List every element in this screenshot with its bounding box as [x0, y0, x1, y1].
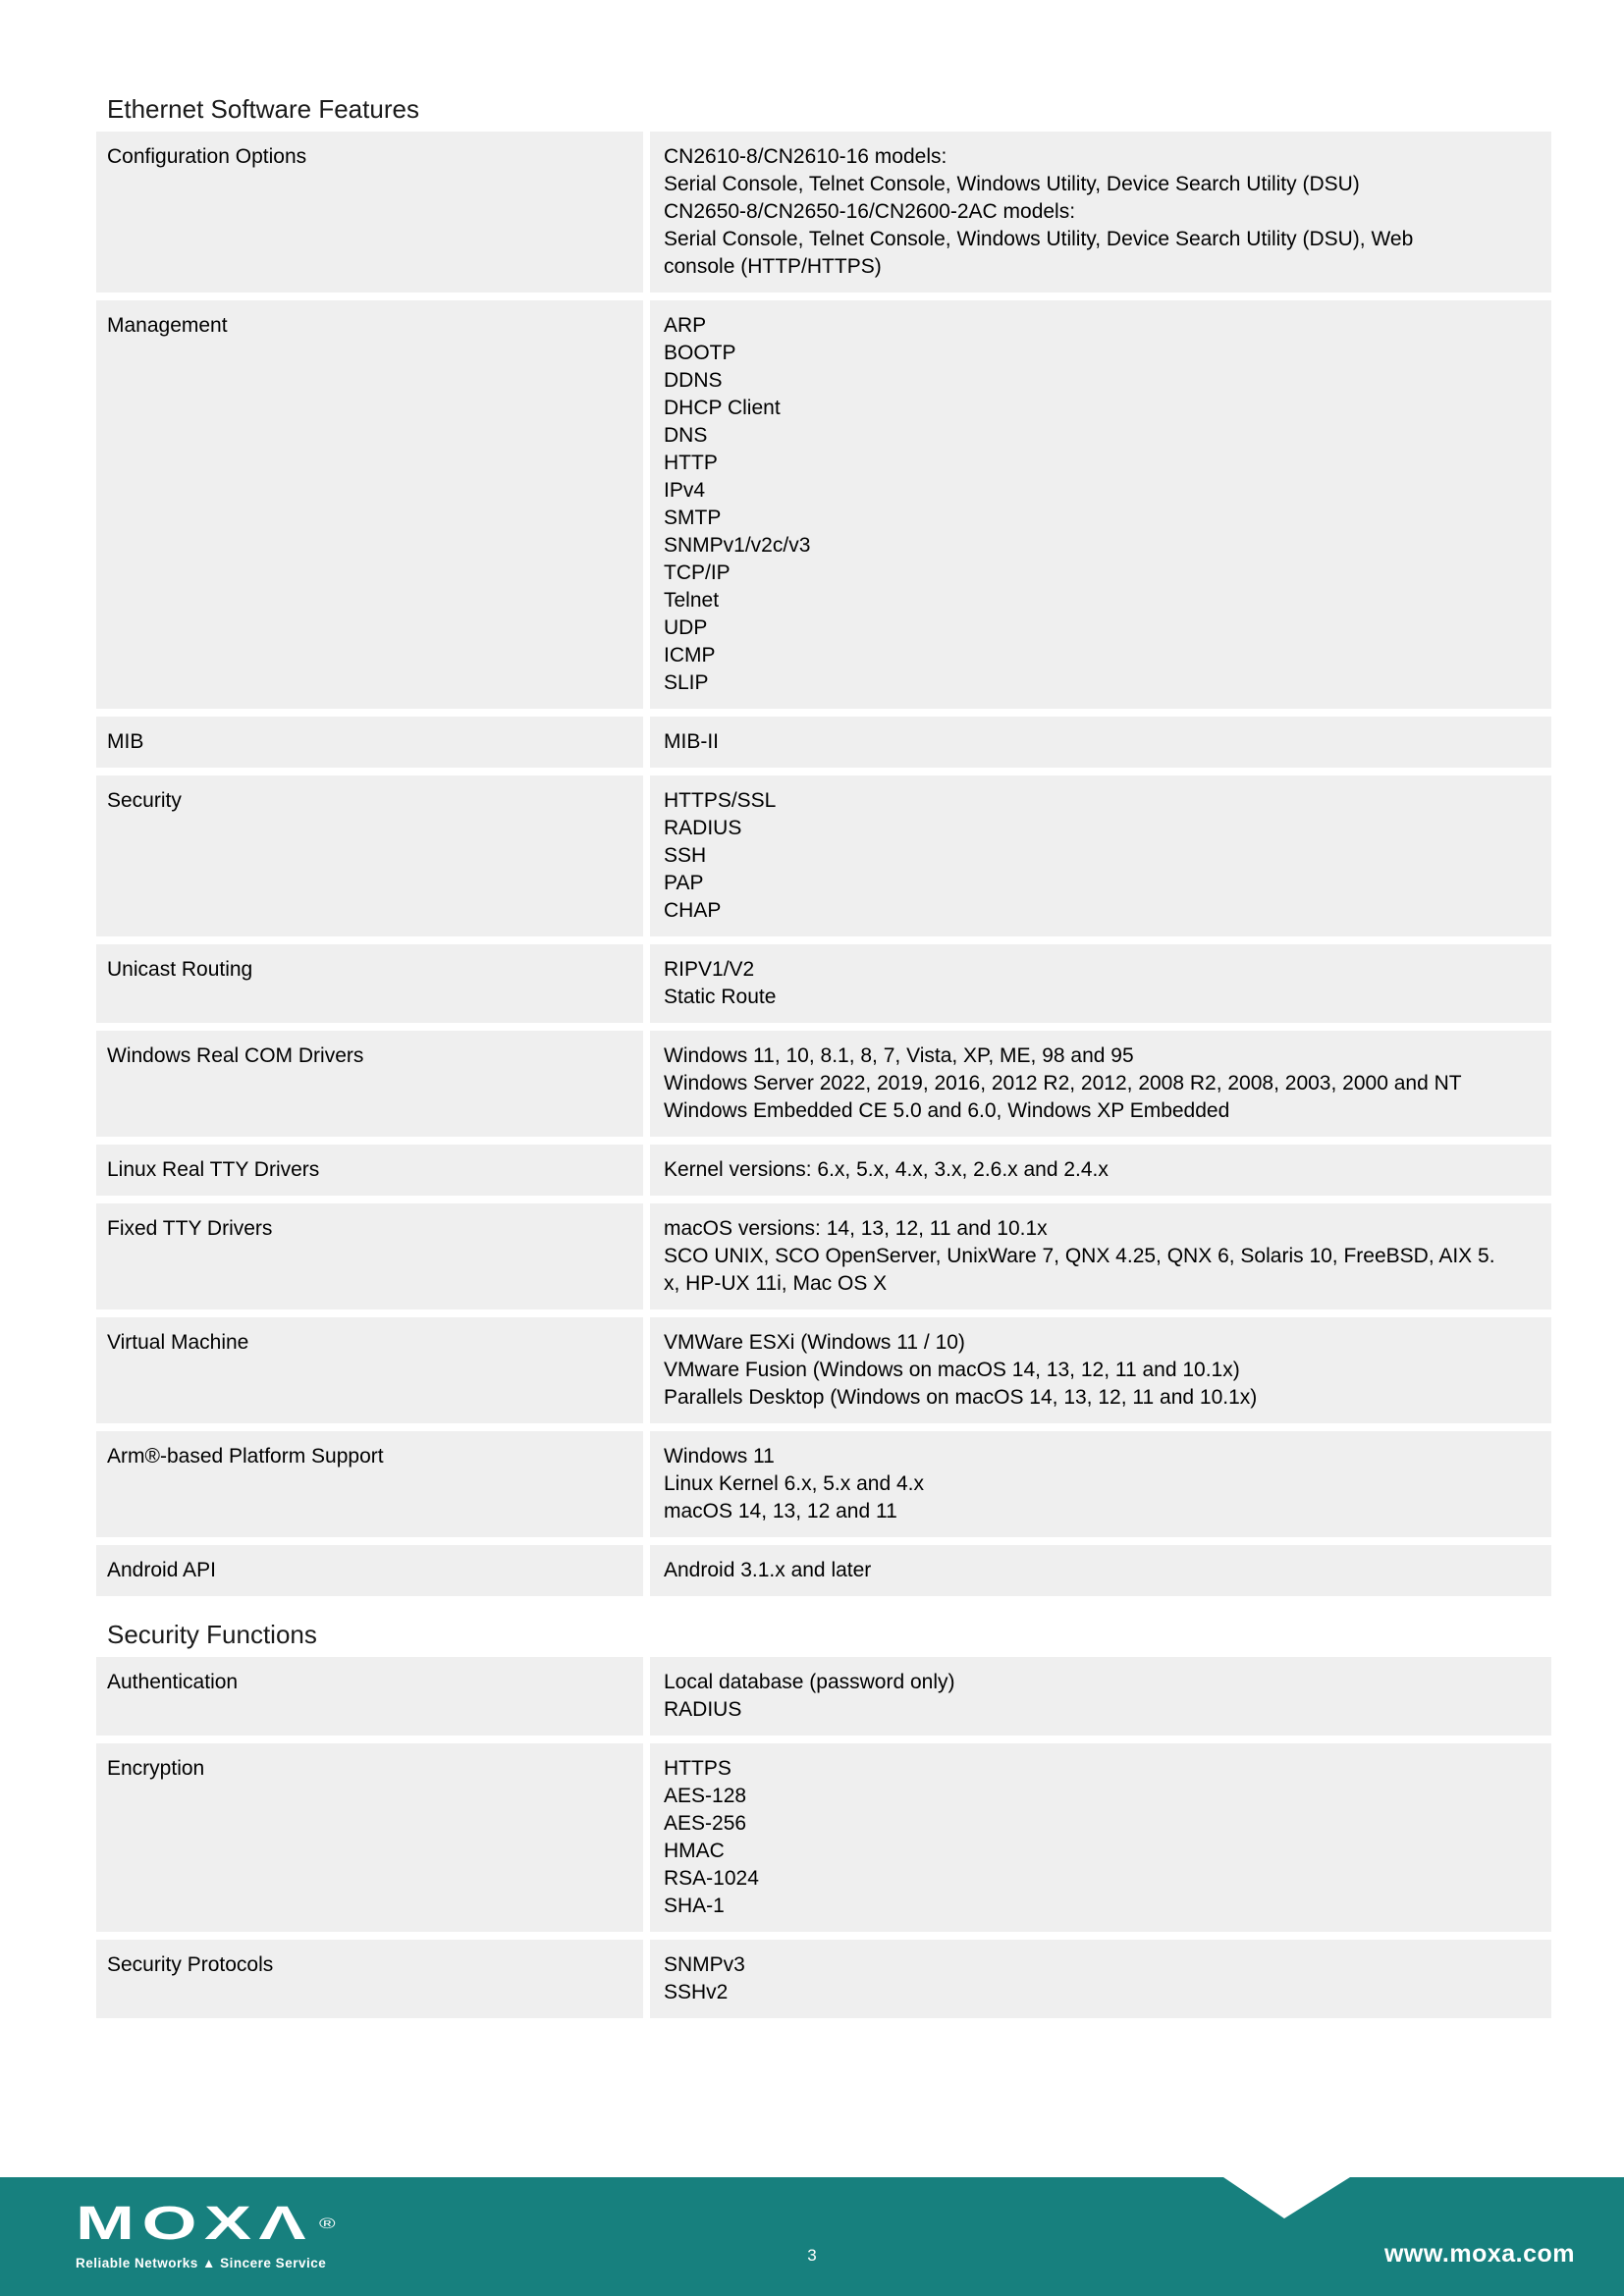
page-number: 3 [807, 2246, 817, 2265]
value-line: IPv4 [664, 479, 706, 502]
value-line: SLIP [664, 671, 709, 694]
value-line: Android 3.1.x and later [664, 1559, 872, 1581]
table-row [96, 300, 1551, 709]
value-line: MIB-II [664, 730, 719, 753]
row-value [650, 1031, 1551, 1137]
value-line: Static Route [664, 986, 777, 1008]
table-row [96, 1743, 1551, 1932]
website-link[interactable]: www.moxa.com [1383, 2240, 1575, 2268]
value-line: DDNS [664, 369, 723, 392]
value-line: RIPV1/V2 [664, 958, 755, 981]
value-line: Windows 11 [664, 1445, 775, 1468]
spec-sections [96, 0, 1551, 2026]
section-title: Ethernet Software Features [107, 94, 419, 124]
value-line: CN2650-8/CN2650-16/CN2600-2AC models: [664, 200, 1076, 223]
footer-band [0, 2177, 1624, 2296]
table-row [96, 1145, 1551, 1196]
value-line: PAP [664, 872, 704, 894]
row-value [650, 717, 1551, 768]
value-line: SSH [664, 844, 707, 867]
table-row [96, 1545, 1551, 1596]
row-label: Fixed TTY Drivers [96, 1203, 643, 1309]
value-line: console (HTTP/HTTPS) [664, 255, 882, 278]
table-row [96, 717, 1551, 768]
value-line: SCO UNIX, SCO OpenServer, UnixWare 7, QNX 4.25, QNX 6, Solaris 10, FreeBSD, AIX 5. [664, 1245, 1495, 1267]
moxa-logo-tagline: Reliable Networks ▲ Sincere Service [76, 2256, 327, 2270]
value-line: Serial Console, Telnet Console, Windows Utility, Device Search Utility (DSU), Web [664, 228, 1414, 250]
row-value [650, 1203, 1551, 1309]
value-line: AES-256 [664, 1812, 747, 1835]
row-label: Security Protocols [96, 1940, 643, 2018]
row-label: Linux Real TTY Drivers [96, 1145, 643, 1196]
value-line: BOOTP [664, 342, 736, 364]
value-line: macOS versions: 14, 13, 12, 11 and 10.1x [664, 1217, 1048, 1240]
value-line: macOS 14, 13, 12 and 11 [664, 1500, 897, 1522]
value-line: Windows Server 2022, 2019, 2016, 2012 R2, 2012, 2008 R2, 2008, 2003, 2000 and NT [664, 1072, 1462, 1095]
value-line: x, HP-UX 11i, Mac OS X [664, 1272, 888, 1295]
row-value [650, 132, 1551, 293]
registered-trademark-icon: ® [319, 2216, 344, 2232]
table-row [96, 1940, 1551, 2018]
row-value [650, 1657, 1551, 1735]
value-line: SHA-1 [664, 1895, 725, 1917]
row-label: Management [96, 300, 643, 709]
row-label: Configuration Options [96, 132, 643, 293]
moxa-logo-text: MOXΛ ® [76, 2198, 344, 2250]
row-label: MIB [96, 717, 643, 768]
value-line: HTTP [664, 452, 718, 474]
ribbon-notch-icon [1223, 2177, 1350, 2218]
row-value [650, 1145, 1551, 1196]
row-value [650, 1431, 1551, 1537]
value-line: RADIUS [664, 817, 742, 839]
value-line: DHCP Client [664, 397, 781, 419]
row-label: Security [96, 775, 643, 936]
value-line: CHAP [664, 899, 722, 922]
row-value [650, 944, 1551, 1023]
value-line: Windows 11, 10, 8.1, 8, 7, Vista, XP, ME, 98 and 95 [664, 1044, 1134, 1067]
table-row [96, 1431, 1551, 1537]
value-line: HMAC [664, 1840, 725, 1862]
row-label: Arm®-based Platform Support [96, 1431, 643, 1537]
row-value [650, 1940, 1551, 2018]
row-label: Android API [96, 1545, 643, 1596]
value-line: HTTPS/SSL [664, 789, 777, 812]
value-line: SNMPv3 [664, 1953, 745, 1976]
row-label: Windows Real COM Drivers [96, 1031, 643, 1137]
row-label: Encryption [96, 1743, 643, 1932]
value-line: Serial Console, Telnet Console, Windows Utility, Device Search Utility (DSU) [664, 173, 1360, 195]
table-row [96, 1657, 1551, 1735]
value-line: UDP [664, 616, 708, 639]
value-line: ARP [664, 314, 707, 337]
value-line: RADIUS [664, 1698, 742, 1721]
section-title: Security Functions [107, 1620, 317, 1649]
table-row [96, 944, 1551, 1023]
table-row [96, 132, 1551, 293]
row-value [650, 1317, 1551, 1423]
value-line: CN2610-8/CN2610-16 models: [664, 145, 947, 168]
value-line: Local database (password only) [664, 1671, 955, 1693]
table-row [96, 1203, 1551, 1309]
value-line: SSHv2 [664, 1981, 729, 2003]
row-label: Virtual Machine [96, 1317, 643, 1423]
value-line: Parallels Desktop (Windows on macOS 14, 13, 12, 11 and 10.1x) [664, 1386, 1258, 1409]
value-line: Windows Embedded CE 5.0 and 6.0, Windows XP Embedded [664, 1099, 1230, 1122]
value-line: Linux Kernel 6.x, 5.x and 4.x [664, 1472, 924, 1495]
value-line: Kernel versions: 6.x, 5.x, 4.x, 3.x, 2.6.x and 2.4.x [664, 1158, 1109, 1181]
table-row [96, 1031, 1551, 1137]
value-line: RSA-1024 [664, 1867, 759, 1890]
table-row [96, 775, 1551, 936]
row-value [650, 775, 1551, 936]
value-line: SNMPv1/v2c/v3 [664, 534, 811, 557]
value-line: AES-128 [664, 1785, 747, 1807]
value-line: TCP/IP [664, 561, 731, 584]
value-line: ICMP [664, 644, 716, 667]
value-line: SMTP [664, 507, 722, 529]
row-value [650, 300, 1551, 709]
value-line: HTTPS [664, 1757, 731, 1780]
table-row [96, 1317, 1551, 1423]
value-line: DNS [664, 424, 708, 447]
value-line: Telnet [664, 589, 720, 612]
row-label: Authentication [96, 1657, 643, 1735]
value-line: VMware Fusion (Windows on macOS 14, 13, 12, 11 and 10.1x) [664, 1359, 1240, 1381]
row-value [650, 1743, 1551, 1932]
row-value [650, 1545, 1551, 1596]
row-label: Unicast Routing [96, 944, 643, 1023]
value-line: VMWare ESXi (Windows 11 / 10) [664, 1331, 965, 1354]
